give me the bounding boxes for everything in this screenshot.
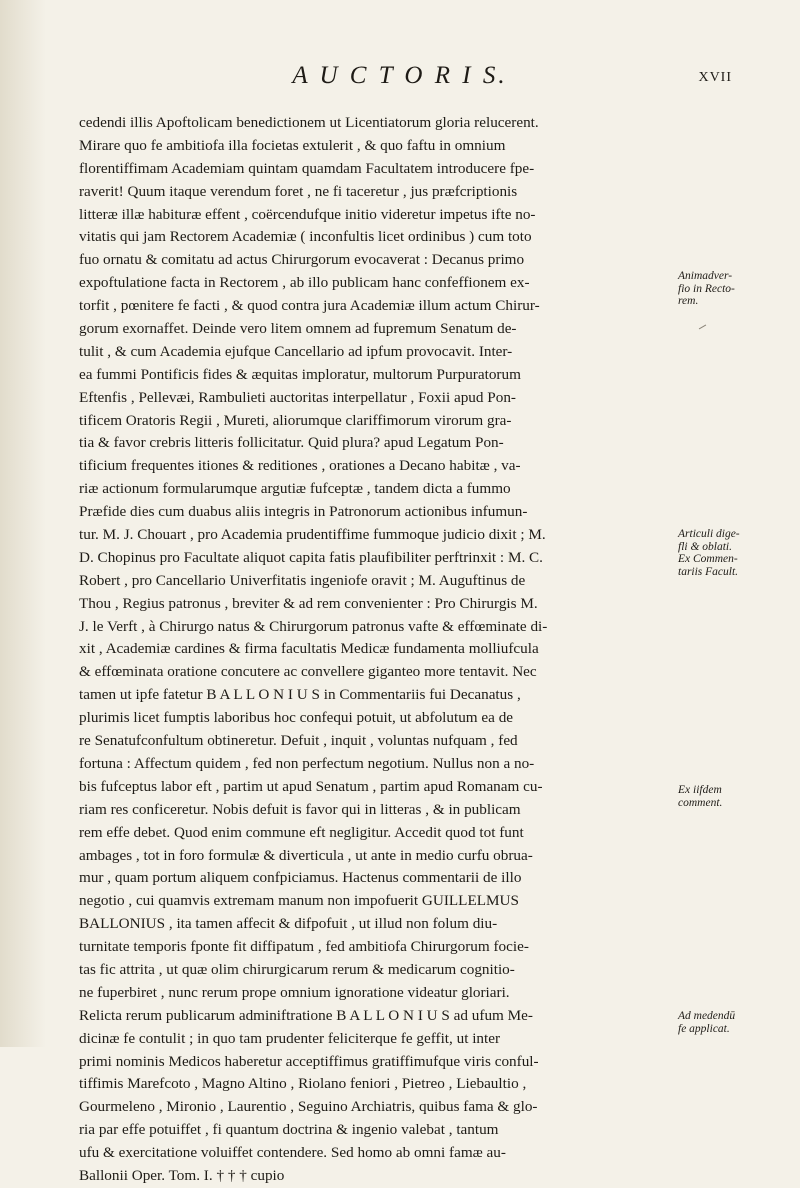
text-line: plurimis licet fumptis laboribus hoc confequi potuit, ut abfolutum ea de — [79, 709, 514, 727]
text-line: D. Chopinus pro Facultate aliquot capita fatis plaufibiliter perftrinxit : M. C. — [79, 548, 543, 566]
text-line: BALLONIUS , ita tamen affecit & difpofuit , ut illud non folum diu- — [79, 915, 498, 933]
text-line: tamen ut ipfe fatetur B A L L O N I U S in Commentariis fui Decanatus , — [79, 686, 521, 704]
body-text — [79, 112, 677, 1188]
text-line: expoftulatione facta in Rectorem , ab illo publicam hanc confeffionem ex- — [79, 274, 530, 292]
text-line: florentiffimam Academiam quintam quamdam Facultatem introducere fpe- — [79, 159, 535, 177]
text-line: Præfide dies cum duabus aliis integris in Patronorum actionibus infumun- — [79, 503, 528, 521]
text-line: rem effe debet. Quod enim commune eft negligitur. Accedit quod tot funt — [79, 823, 524, 841]
text-line: Ballonii Oper. Tom. I. † † † cupio — [79, 1166, 285, 1184]
margin-mark — [699, 324, 709, 334]
text-line: fuo ornatu & comitatu ad actus Chirurgorum evocaverat : Decanus primo — [79, 251, 525, 269]
running-head — [0, 62, 800, 102]
text-line: & effœminata oratione concutere ac convellere giganteo more tentavit. Nec — [79, 663, 537, 681]
text-line: mur , quam portum aliquem confpiciamus. Hactenus commentarii de illo — [79, 869, 522, 887]
margin-note-line: fli & oblati. — [678, 540, 732, 553]
text-line: gorum exornaffet. Deinde vero litem omnem ad fupremum Senatum de- — [79, 320, 517, 338]
margin-note-line: fio in Recto- — [678, 282, 735, 295]
text-line: riæ actionum formularumque argutiæ fufceptæ , tandem dicta a fummo — [79, 480, 511, 498]
margin-note-line: Ex Commen- — [678, 553, 738, 565]
text-line: Mirare quo fe ambitiofa illa focietas extulerit , & quo faftu in omnium — [79, 136, 506, 154]
text-line: Gourmeleno , Mironio , Laurentio , Seguino Archiatris, quibus fama & glo- — [79, 1098, 538, 1116]
text-line: ria par effe potuiffet , fi quantum doctrina & ingenio valebat , tantum — [79, 1121, 499, 1139]
text-line: xit , Academiæ cardines & firma facultatis Medicæ fundamenta molliufcula — [79, 640, 539, 658]
text-line: negotio , cui quamvis extremam manum non impofuerit GUILLELMUS — [79, 892, 519, 910]
text-line: ambages , tot in foro formulæ & diverticula , ut ante in medio curfu obrua- — [79, 846, 533, 864]
text-line: dicinæ fe contulit ; in quo tam prudenter feliciterque fe geffit, ut inter — [79, 1029, 501, 1047]
text-line: tificem Oratoris Regii , Mureti, aliorumque clariffimorum virorum gra- — [79, 411, 512, 429]
text-line: Eftenfis , Pellevæi, Rambulieti auctoritas interpellatur , Foxii apud Pon- — [79, 388, 516, 406]
margin-note-ad-medendum — [678, 1010, 770, 1035]
text-line: primi nominis Medicos haberetur acceptiffimus gratiffimufque viris conful- — [79, 1052, 539, 1070]
text-line: tas fic attrita , ut quæ olim chirurgicarum rerum & medicarum cognitio- — [79, 960, 515, 978]
page-number: XVII — [698, 70, 732, 85]
margin-note-animadversio — [678, 270, 770, 308]
text-line: litteræ illæ habituræ effent , coërcendufque initio videretur impetus ifte no- — [79, 205, 536, 223]
text-line: ufu & exercitatione voluiffet contendere. Sed homo ab omni famæ au- — [79, 1144, 506, 1162]
page-edge-shading — [0, 0, 46, 1047]
margin-note-line: Animadver- — [678, 270, 733, 282]
margin-note-line: fe applicat. — [678, 1022, 730, 1035]
text-line: Robert , pro Cancellario Univerfitatis ingeniofe oravit ; M. Auguftinus de — [79, 571, 526, 589]
text-line: bis fufceptus labor eft , partim ut apud Senatum , partim apud Romanam cu- — [79, 777, 543, 795]
margin-note-line: Articuli dige- — [678, 528, 740, 540]
margin-note-line: Ad medendū — [678, 1010, 736, 1022]
text-line: Thou , Regius patronus , breviter & ad rem convenienter : Pro Chirurgis M. — [79, 594, 538, 612]
text-line: cedendi illis Apoftolicam benedictionem ut Licentiatorum gloria relucerent. — [79, 114, 539, 131]
text-line: re Senatufconfultum obtineretur. Defuit , inquit , voluntas nufquam , fed — [79, 732, 518, 750]
text-line: tulit , & cum Academia ejufque Cancellario ad ipfum provocavit. Inter- — [79, 342, 513, 360]
running-title: A U C T O R I S. — [292, 62, 508, 89]
text-line: ea fummi Pontificis fides & æquitas imploratur, multorum Purpuratorum — [79, 365, 521, 383]
margin-note-articuli — [678, 528, 770, 578]
text-line: tur. M. J. Chouart , pro Academia prudentiffime fummoque judicio dixit ; M. — [79, 526, 546, 544]
margin-note-line: rem. — [678, 295, 699, 307]
text-line: tiffimis Marefcoto , Magno Altino , Riolano feniori , Pietreo , Liebaultio , — [79, 1075, 527, 1093]
text-line: tia & favor crebris litteris follicitatur. Quid plura? apud Legatum Pon- — [79, 434, 504, 452]
margin-note-ex-iisdem — [678, 784, 770, 809]
text-line: ne fuperbiret , nunc rerum prope omnium ignoratione videatur gloriari. — [79, 983, 510, 1001]
margin-note-line: Ex iifdem — [678, 784, 722, 796]
margin-note-line: comment. — [678, 796, 723, 809]
text-line: Relicta rerum publicarum adminiftratione B A L L O N I U S ad ufum Me- — [79, 1006, 533, 1024]
text-line: turnitate temporis fponte fit diffipatum , fed ambitiofa Chirurgorum focie- — [79, 938, 529, 956]
text-line: vitatis qui jam Rectorem Academiæ ( inconfultis licet ordinibus ) cum toto — [79, 228, 532, 246]
text-line: raverit! Quum itaque verendum foret , ne fi taceretur , jus præfcriptionis — [79, 182, 518, 200]
text-line: tificium frequentes itiones & reditiones , orationes a Decano habitæ , va- — [79, 457, 521, 475]
text-line: fortuna : Affectum quidem , fed non perfectum negotium. Nullus non a no- — [79, 754, 535, 772]
text-line: riam res conficeretur. Nobis defuit is favor qui in litteras , & in publicam — [79, 800, 521, 818]
margin-note-line: tariis Facult. — [678, 565, 739, 578]
text-line: torfit , pœnitere fe facti , & quod contra jura Academiæ illum actum Chirur- — [79, 297, 540, 315]
text-line: J. le Verft , à Chirurgo natus & Chirurgorum patronus vafte & effœminate di- — [79, 617, 548, 635]
